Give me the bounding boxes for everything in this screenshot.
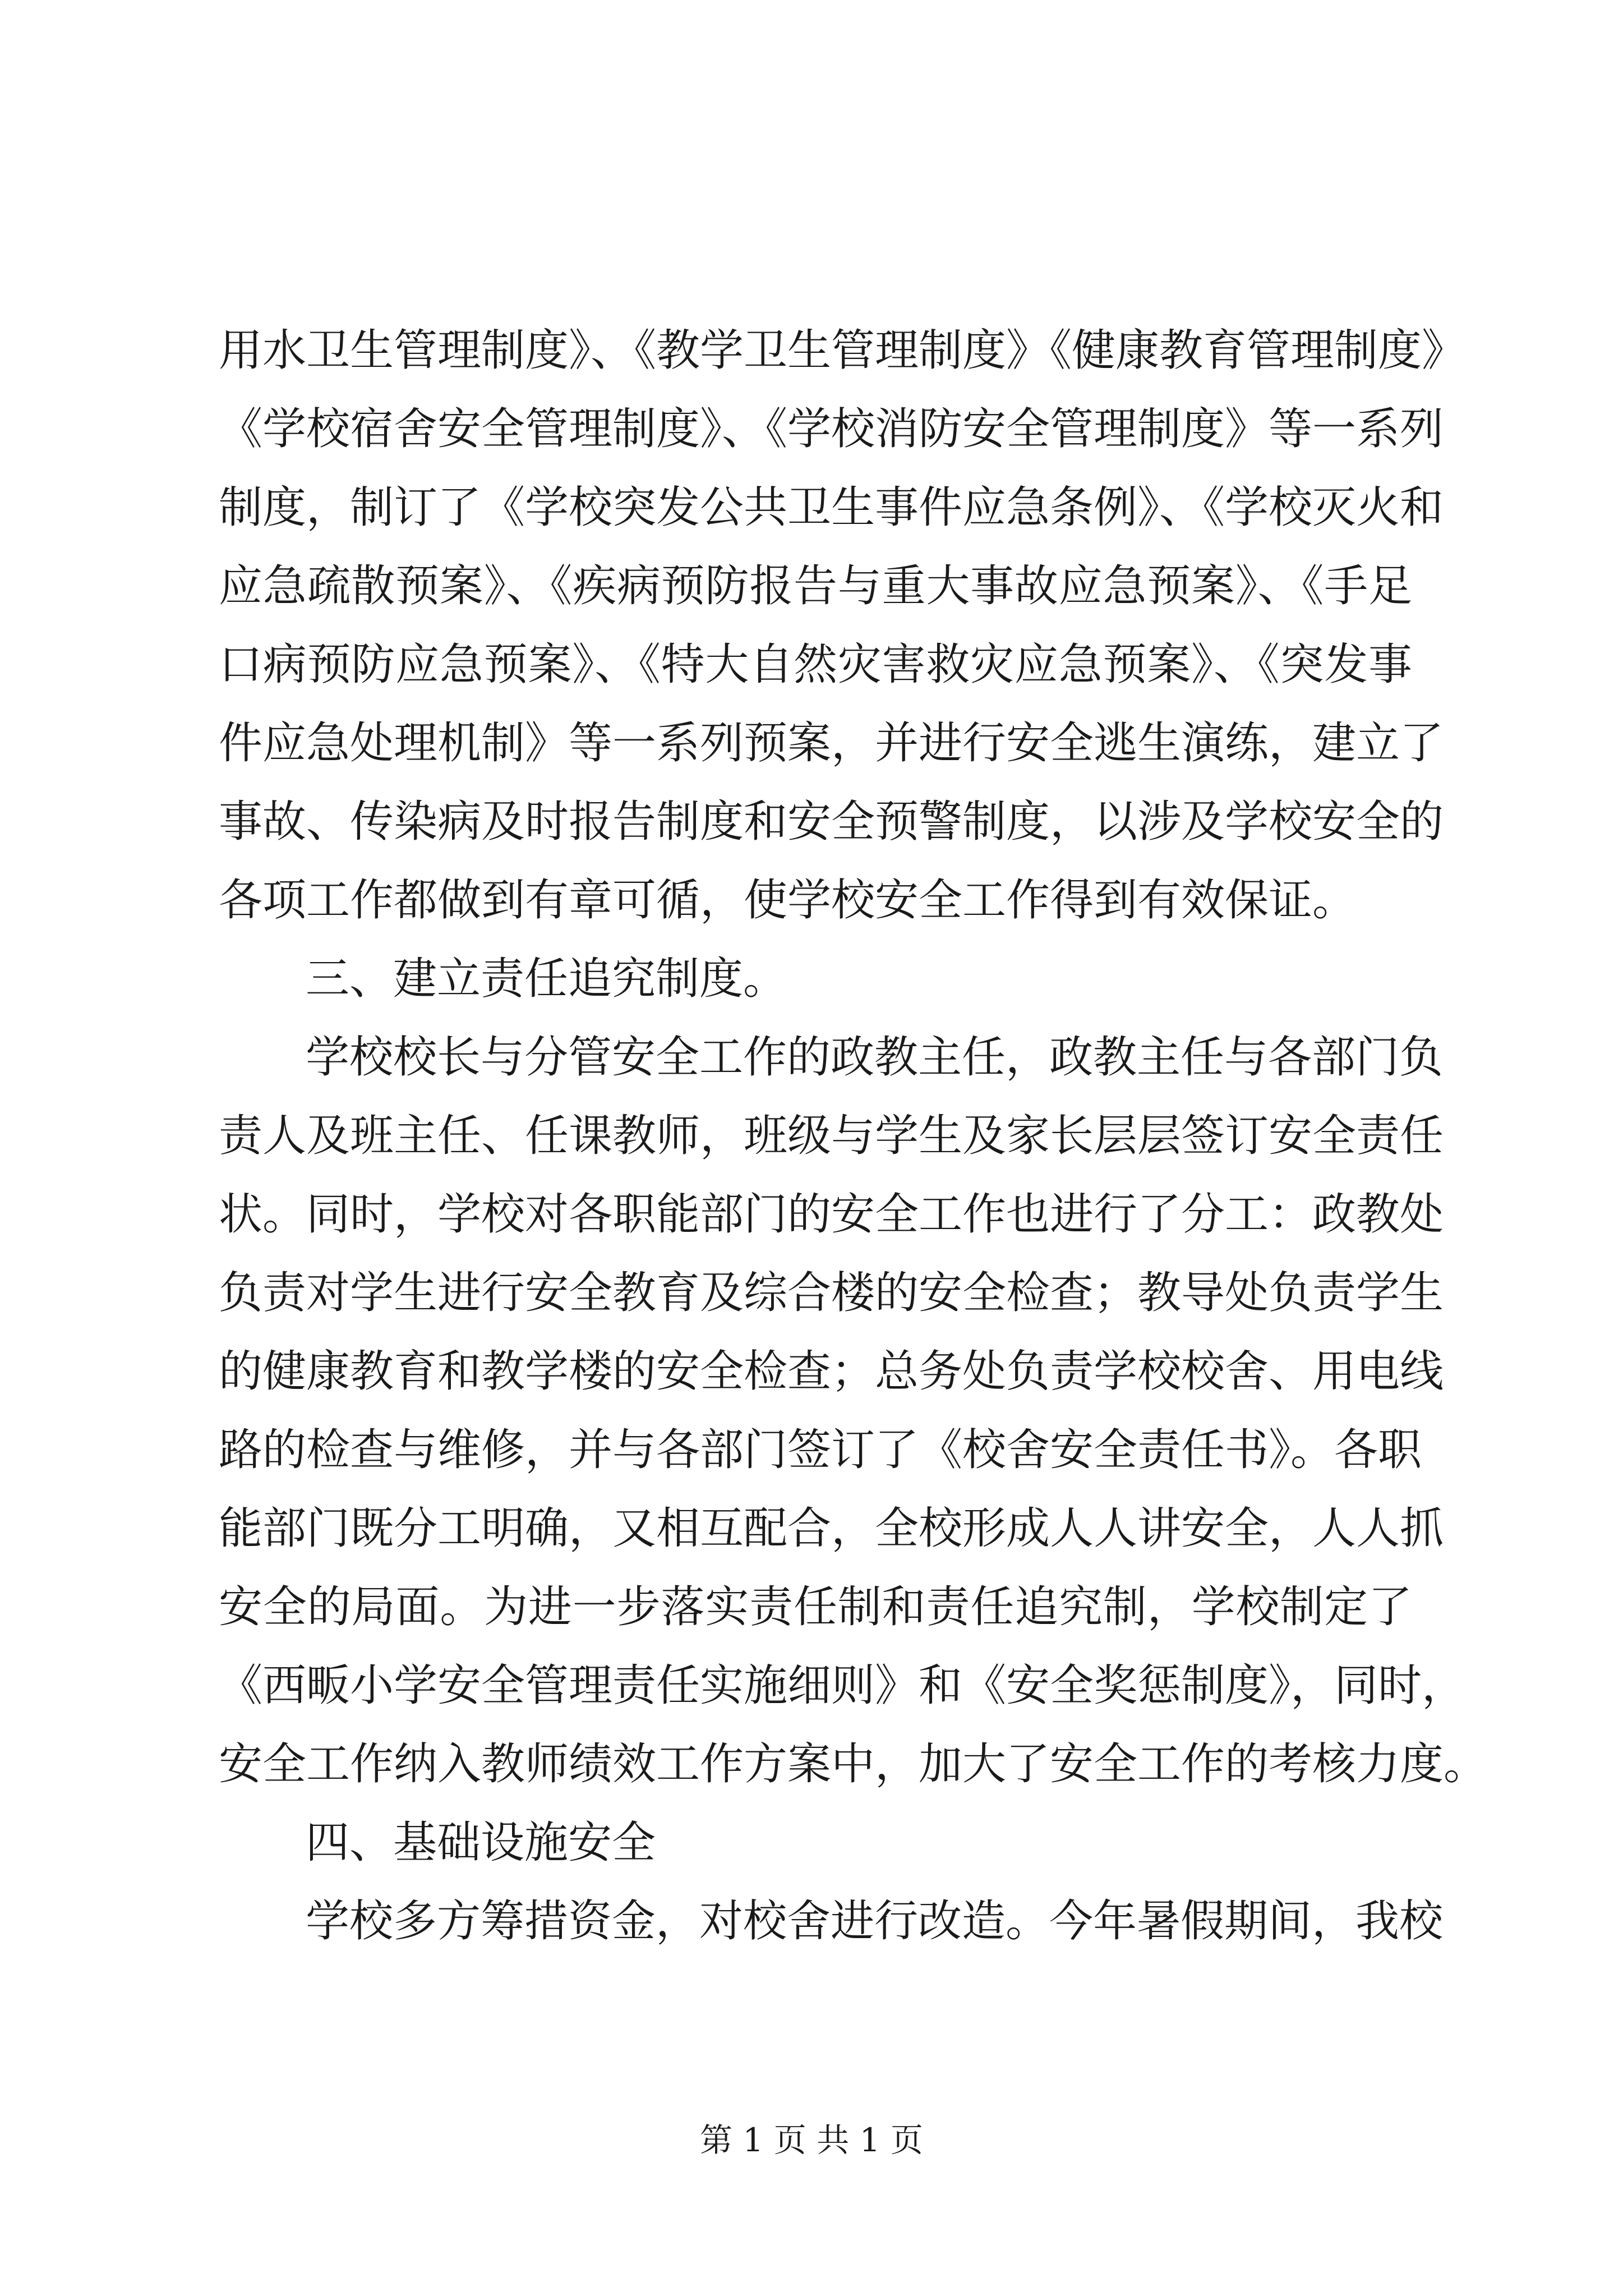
section-heading: 四、基础设施安全: [306, 1818, 656, 1868]
text-line: 件应急处理机制》等一系列预案，并进行安全逃生演练，建立了: [219, 718, 1444, 769]
text-line: 制度，制订了《学校突发公共卫生事件应急条例》、《学校灭火和: [219, 482, 1444, 533]
text-line: 安全工作纳入教师绩效工作方案中，加大了安全工作的考核力度。: [219, 1739, 1488, 1789]
section-heading: 三、建立责任追究制度。: [306, 954, 787, 1004]
text-line: 负责对学生进行安全教育及综合楼的安全检查；教导处负责学生: [219, 1268, 1444, 1318]
text-line: 的健康教育和教学楼的安全检查；总务处负责学校校舍、用电线: [219, 1346, 1444, 1397]
text-line: 能部门既分工明确，又相互配合，全校形成人人讲安全，人人抓: [219, 1503, 1444, 1554]
text-line: 事故、传染病及时报告制度和安全预警制度，以涉及学校安全的: [219, 797, 1444, 847]
text-line: 安全的局面。为进一步落实责任制和责任追究制，学校制定了: [219, 1582, 1412, 1632]
text-line: 口病预防应急预案》、《特大自然灾害救灾应急预案》、《突发事: [219, 639, 1412, 690]
text-line: 学校校长与分管安全工作的政教主任，政教主任与各部门负: [306, 1032, 1444, 1083]
text-line: 用水卫生管理制度》、《教学卫生管理制度》《健康教育管理制度》: [219, 325, 1466, 376]
text-line: 学校多方筹措资金，对校舍进行改造。今年暑假期间，我校: [306, 1896, 1444, 1947]
text-line: 各项工作都做到有章可循，使学校安全工作得到有效保证。: [219, 875, 1357, 926]
text-line: 状。同时，学校对各职能部门的安全工作也进行了分工：政教处: [219, 1189, 1444, 1240]
text-line: 应急疏散预案》、《疾病预防报告与重大事故应急预案》、《手足: [219, 561, 1412, 611]
text-line: 责人及班主任、任课教师，班级与学生及家长层层签订安全责任: [219, 1111, 1444, 1161]
page-number: 第 1 页 共 1 页: [700, 2121, 923, 2159]
text-line: 《西畈小学安全管理责任实施细则》和《安全奖惩制度》，同时，: [219, 1660, 1466, 1711]
text-line: 路的检查与维修，并与各部门签订了《校舍安全责任书》。各职: [219, 1425, 1422, 1475]
text-line: 《学校宿舍安全管理制度》、《学校消防安全管理制度》等一系列: [219, 404, 1444, 454]
